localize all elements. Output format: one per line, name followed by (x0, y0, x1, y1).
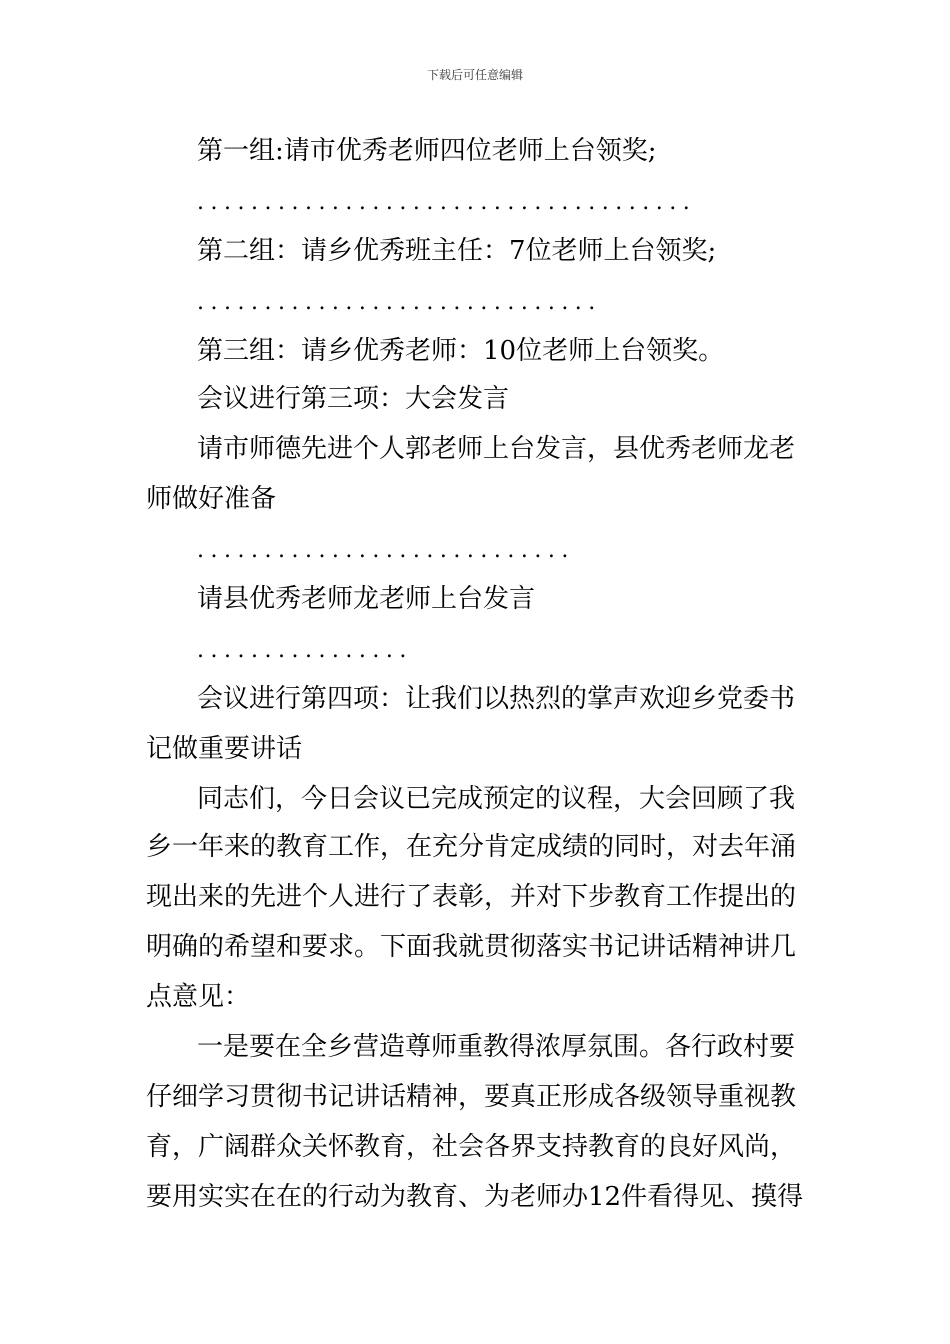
closing-paragraph-line-4: 明确的希望和要求。下面我就贯彻落实书记讲话精神讲几 (146, 932, 797, 962)
point-one-line-1: 一是要在全乡营造尊师重教得浓厚氛围。各行政村要 (197, 1032, 796, 1062)
page-header: 下载后可任意编辑 (426, 68, 523, 82)
closing-paragraph-line-1: 同志们，今日会议已完成预定的议程，大会回顾了我 (197, 784, 796, 814)
agenda-item-3-line: 会议进行第三项：大会发言 (197, 384, 510, 414)
dotted-separator-4: ................ (197, 638, 413, 663)
award-group-2-line: 第二组：请乡优秀班主任：7位老师上台领奖; (197, 236, 717, 266)
dotted-separator-3: ............................ (197, 538, 575, 563)
dotted-separator-1: ..................................... (197, 190, 697, 215)
point-one-line-2: 仔细学习贯彻书记讲话精神，要真正形成各级领导重视教 (146, 1082, 797, 1112)
speech-invite-line-2: 请县优秀老师龙老师上台发言 (197, 584, 536, 614)
closing-paragraph-line-2: 乡一年来的教育工作，在充分肯定成绩的同时，对去年涌 (146, 832, 797, 862)
speech-invite-line-cont: 师做好准备 (146, 484, 277, 514)
agenda-item-4-line: 会议进行第四项：让我们以热烈的掌声欢迎乡党委书 (197, 684, 796, 714)
dotted-separator-2: .............................. (197, 290, 602, 315)
point-one-line-3: 育，广阔群众关怀教育，社会各界支持教育的良好风尚， (146, 1132, 797, 1162)
award-group-1-line: 第一组:请市优秀老师四位老师上台领奖; (197, 136, 657, 166)
point-one-line-4: 要用实实在在的行动为教育、为老师办12件看得见、摸得 (146, 1182, 804, 1212)
award-group-3-line: 第三组：请乡优秀老师：10位老师上台领奖。 (197, 336, 725, 366)
closing-paragraph-line-3: 现出来的先进个人进行了表彰，并对下步教育工作提出的 (146, 882, 797, 912)
closing-paragraph-line-5: 点意见： (146, 982, 251, 1012)
speech-invite-line: 请市师德先进个人郭老师上台发言，县优秀老师龙老 (197, 434, 796, 464)
agenda-item-4-line-cont: 记做重要讲话 (146, 734, 303, 764)
